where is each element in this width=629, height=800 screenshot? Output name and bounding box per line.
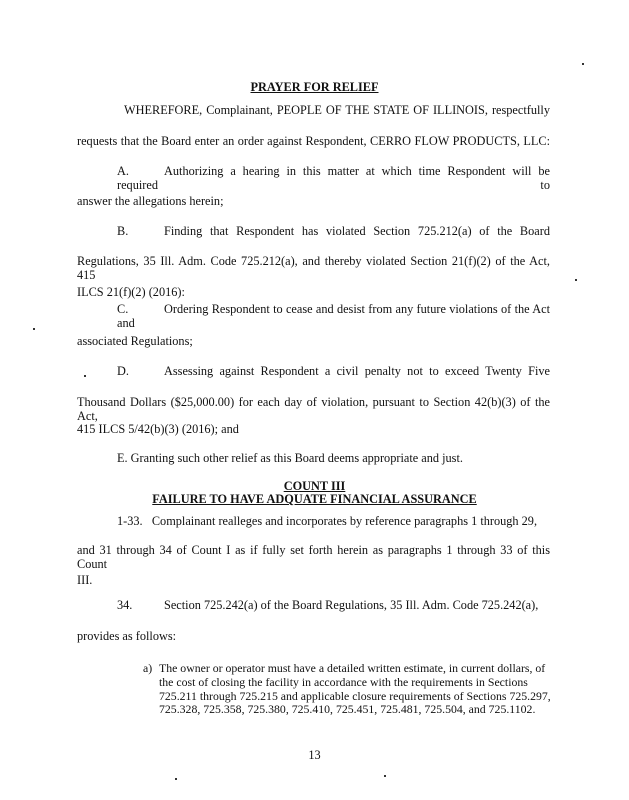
scan-speck xyxy=(33,328,35,330)
item-e-line xyxy=(117,451,463,465)
scan-speck xyxy=(175,778,177,780)
item-b-line-2: Regulations, 35 Ill. Adm. Code 725.212(a), and thereby violated Section 21(f)(2) of the Act, 415 xyxy=(77,254,550,282)
item-a-text: Authorizing a hearing in this matter at which time Respondent will be required to xyxy=(117,164,550,192)
count-subtitle xyxy=(0,493,629,506)
para-34-line-1 xyxy=(117,598,538,612)
wherefore-line-1: WHEREFORE, Complainant, PEOPLE OF THE STATE OF ILLINOIS, respectfully xyxy=(124,103,550,117)
scan-speck xyxy=(84,375,86,377)
para-1-33-text: Complainant realleges and incorporates by reference paragraphs 1 through 29, xyxy=(151,514,538,528)
para-1-33-label: 1-33. xyxy=(117,514,143,528)
item-d-line-1 xyxy=(117,364,550,378)
scan-speck xyxy=(384,775,386,777)
para-34-line-2: provides as follows: xyxy=(77,629,177,643)
item-a-line-2: answer the allegations herein; xyxy=(77,194,224,208)
para-34-text: Section 725.242(a) of the Board Regulations, 35 Ill. Adm. Code 725.242(a), xyxy=(164,598,539,612)
item-d-line-3: 415 ILCS 5/42(b)(3) (2016); and xyxy=(77,422,239,436)
scan-speck xyxy=(575,279,577,281)
item-a-line-1 xyxy=(117,164,550,192)
item-b-label: B. xyxy=(117,224,129,238)
item-d-line-2: Thousand Dollars ($25,000.00) for each day of violation, pursuant to Section 42(b)(3) of the Act, xyxy=(77,395,550,423)
quote-label: a) xyxy=(143,661,153,675)
count-subtitle-text: FAILURE TO HAVE ADQUATE FINANCIAL ASSURANCE xyxy=(152,492,477,506)
item-c-line-2: associated Regulations; xyxy=(77,334,193,348)
heading-text: PRAYER FOR RELIEF xyxy=(250,80,379,94)
item-b-text: Finding that Respondent has violated Section 725.212(a) of the Board xyxy=(164,224,550,238)
page-number: 13 xyxy=(308,748,321,762)
item-e-label: E. xyxy=(117,451,128,465)
quoted-regulation xyxy=(143,661,559,717)
item-c-line-1 xyxy=(117,302,550,330)
scan-speck xyxy=(582,63,584,65)
item-a-label: A. xyxy=(117,164,129,178)
item-c-text: Ordering Respondent to cease and desist from any future violations of the Act and xyxy=(117,302,550,330)
para-1-33-line-1 xyxy=(117,514,537,528)
para-1-33-line-2: and 31 through 34 of Count I as if fully set forth herein as paragraphs 1 through 33 of this Count xyxy=(77,543,550,571)
item-b-line-3: ILCS 21(f)(2) (2016): xyxy=(77,285,185,299)
item-b-line-1 xyxy=(117,224,550,238)
item-d-label: D. xyxy=(117,364,129,378)
para-1-33-line-3: III. xyxy=(77,573,93,587)
wherefore-line-2: requests that the Board enter an order against Respondent, CERRO FLOW PRODUCTS, LLC: xyxy=(77,134,550,148)
quote-text: The owner or operator must have a detailed written estimate, in current dollars, of the cost of closing the facility in accordance with the requirements in Sections 725.211 through 725.215 and applicable closure requirements of Sections 725.297, 725.328, 725.358, 725.380, 725.410, 725.451, 725.481, 725.504, and 725.1102. xyxy=(159,661,551,717)
item-e-text: Granting such other relief as this Board deems appropriate and just. xyxy=(130,451,463,465)
heading xyxy=(0,80,629,94)
item-d-text: Assessing against Respondent a civil penalty not to exceed Twenty Five xyxy=(164,364,550,378)
item-c-label: C. xyxy=(117,302,129,316)
para-34-label: 34. xyxy=(117,598,133,612)
count-title-text: COUNT III xyxy=(283,479,346,493)
